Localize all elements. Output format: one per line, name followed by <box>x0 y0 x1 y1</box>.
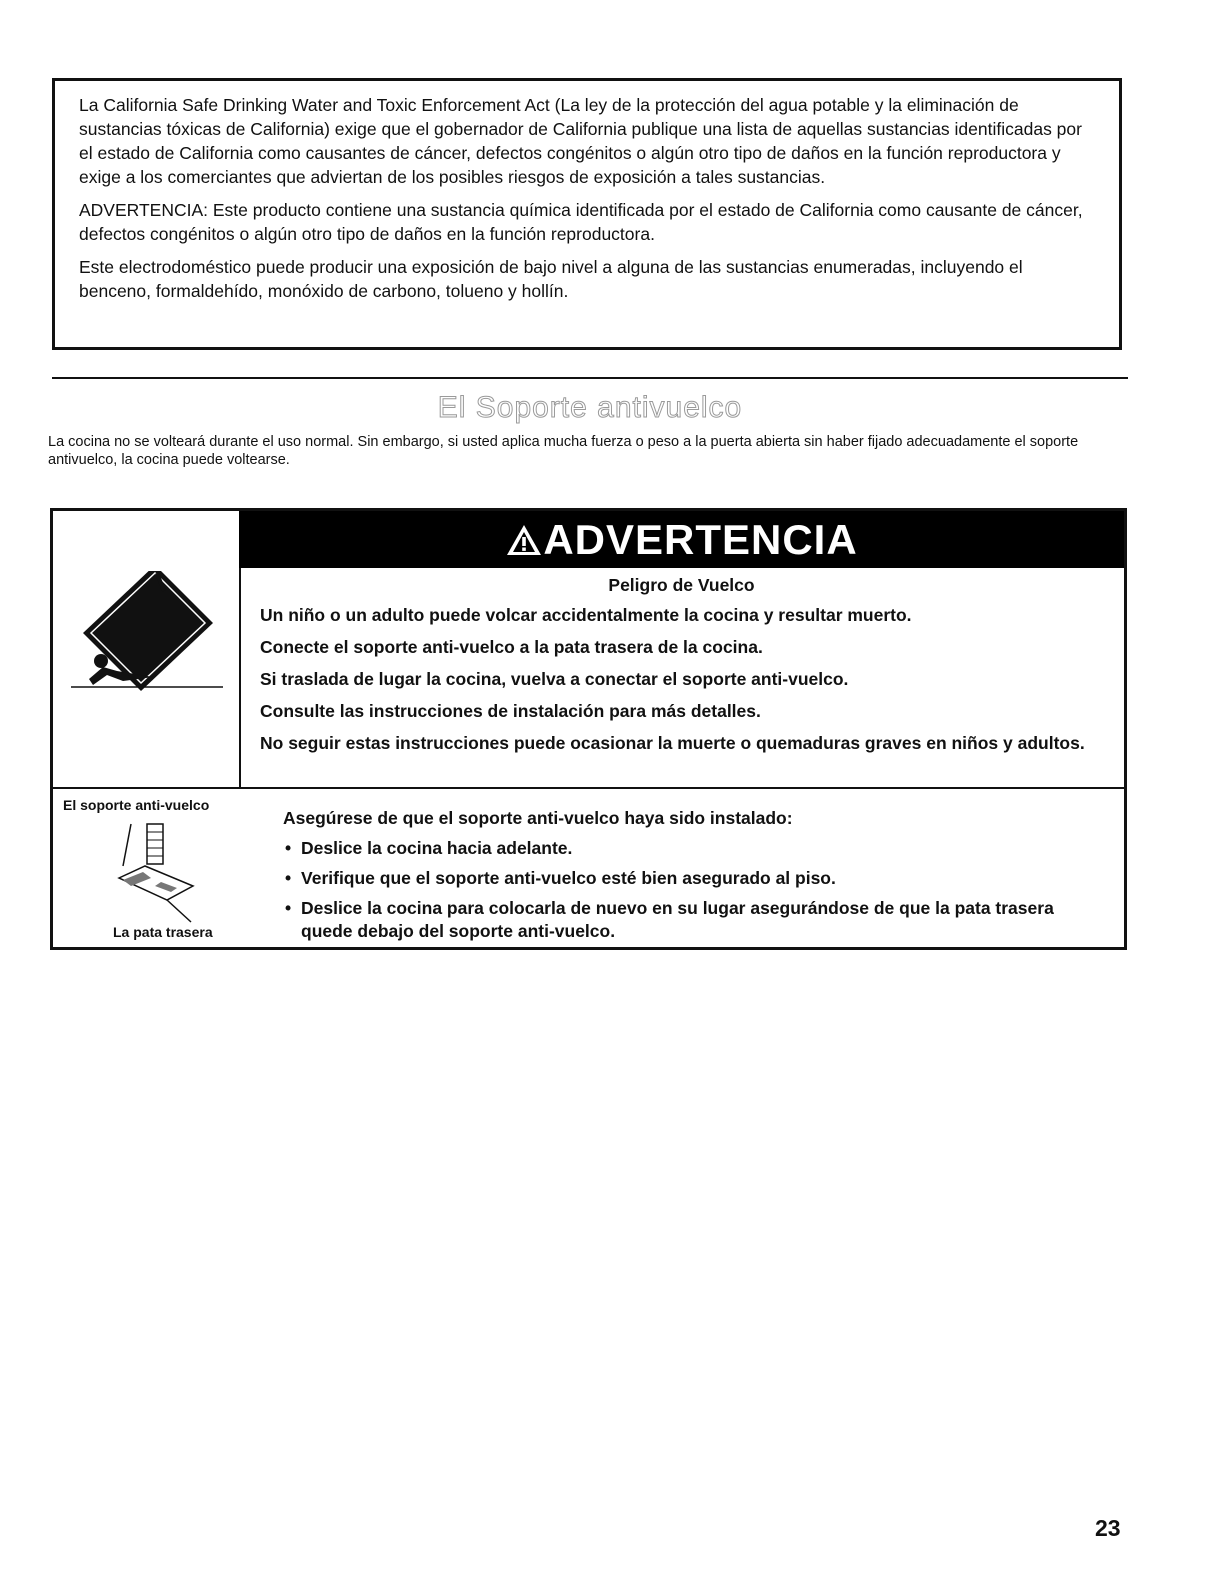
prop65-paragraph: La California Safe Drinking Water and Toxic Enforcement Act (La ley de la protección del agua potable y la eliminación de sustancias tóxicas de California) exige que el gobernador de California publique una lista de aquellas sustancias identificadas por el estado de California como causantes de cáncer, defectos congénitos o algún otro tipo de daños en la función reproductora y exige a los comerciantes que adviertan de los posibles riesgos de exposición a tales sustancias. <box>79 95 1082 187</box>
installation-checklist <box>283 807 1104 950</box>
checklist-item: • Verifique que el soporte anti-vuelco esté bien asegurado al piso. <box>283 867 1104 890</box>
section-divider <box>52 377 1128 379</box>
warning-divider <box>53 787 1124 789</box>
warning-banner <box>239 511 1124 568</box>
anti-tip-bracket-icon <box>111 816 211 926</box>
hazard-line: Conecte el soporte anti-vuelco a la pata trasera de la cocina. <box>260 637 763 657</box>
prop65-paragraph: ADVERTENCIA: Este producto contiene una sustancia química identificada por el estado de California como causante de cáncer, defectos congénitos o algún otro tipo de daños en la función reproductora. <box>79 200 1083 244</box>
section-title: El Soporte antivuelco <box>437 391 743 424</box>
warning-triangle-icon <box>505 523 543 557</box>
tip-figure-panel <box>53 511 241 787</box>
hazard-line: Un niño o un adulto puede volcar accidentalmente la cocina y resultar muerto. <box>260 605 912 625</box>
section-intro: La cocina no se volteará durante el uso normal. Sin embargo, si usted aplica mucha fuerza o peso a la puerta abierta sin haber fijado adecuadamente el soporte antivuelco, la cocina puede voltearse. <box>48 434 1079 468</box>
child-tipping-range-icon <box>63 571 228 691</box>
hazard-message <box>239 568 1124 787</box>
checklist-item: • Deslice la cocina para colocarla de nuevo en su lugar asegurándose de que la pata trasera quede debajo del soporte anti-vuelco. <box>283 897 1104 943</box>
hazard-title: Peligro de Vuelco <box>608 575 755 595</box>
checklist-item: • Deslice la cocina hacia adelante. <box>283 837 1104 860</box>
tip-over-warning-box <box>50 508 1127 950</box>
leg-label: La pata trasera <box>113 924 213 940</box>
prop65-notice-box <box>52 78 1122 350</box>
hazard-line: Si traslada de lugar la cocina, vuelva a conectar el soporte anti-vuelco. <box>260 669 849 689</box>
page-number: 23 <box>1095 1515 1121 1541</box>
prop65-paragraph: Este electrodoméstico puede producir una exposición de bajo nivel a alguna de las sustancias enumeradas, incluyendo el benceno, formaldehído, monóxido de carbono, tolueno y hollín. <box>79 257 1023 301</box>
bracket-label: El soporte anti-vuelco <box>63 797 210 813</box>
checklist-title: Asegúrese de que el soporte anti-vuelco haya sido instalado: <box>283 808 793 828</box>
warning-banner-label: ADVERTENCIA <box>543 516 858 563</box>
hazard-line: Consulte las instrucciones de instalación para más detalles. <box>260 701 761 721</box>
hazard-line: No seguir estas instrucciones puede ocasionar la muerte o quemaduras graves en niños y adultos. <box>260 733 1085 753</box>
